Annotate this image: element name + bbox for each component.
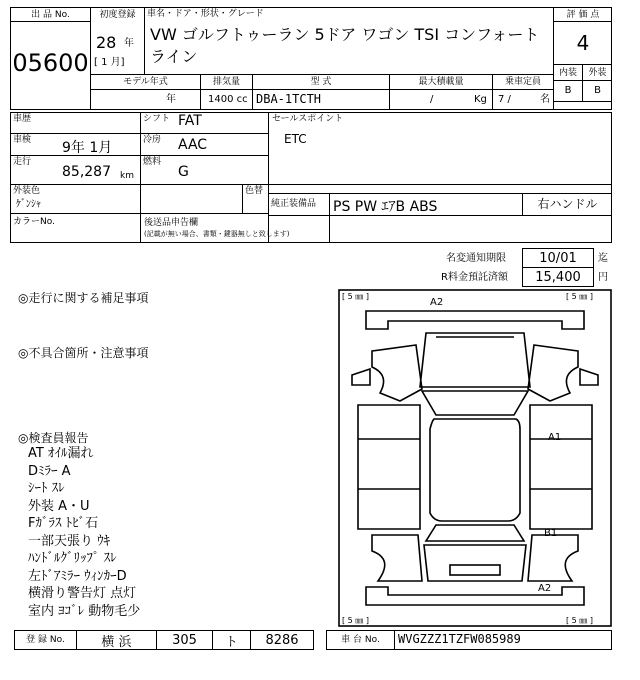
first-reg-label: 初度登録 (99, 9, 136, 20)
inspector-line: 室内 ﾖｺﾞﾚ 動物毛少 (28, 603, 141, 619)
chassis-number: WVGZZZ1TZFW085989 (398, 632, 521, 646)
name-change-label: 名変通知期限 (446, 253, 506, 264)
exterior-score: B (594, 85, 601, 96)
ac-value: AAC (178, 137, 208, 153)
inspector-line: 左ﾄﾞｱﾐﾗｰ ｳｨﾝｶｰD (28, 568, 127, 584)
inspector-line: 一部天張り ｳｷ (28, 533, 111, 549)
tire-depth-front-right: [ 5 ㎜ ] (566, 292, 593, 301)
score-label: 評 価 点 (566, 9, 600, 20)
car-outline-icon (338, 289, 612, 627)
inspector-lines (28, 445, 140, 620)
equipment-label: 純正装備品 (271, 199, 317, 209)
load-unit: Kg (474, 94, 487, 105)
first-reg-year: 28 (96, 33, 117, 52)
inspector-line: ﾊﾝﾄﾞﾙｸﾞﾘｯﾌﾟ ｽﾚ (28, 551, 117, 566)
mileage-value: 85,287 (62, 164, 111, 180)
damage-mark-front-bumper: A2 (430, 297, 444, 308)
tire-depth-front-left: [ 5 ㎜ ] (342, 292, 369, 301)
displacement-label: 排気量 (212, 77, 240, 87)
inspector-line: 外装 A・U (28, 498, 90, 514)
inspector-line: ｼｰﾄ ｽﾚ (28, 481, 65, 496)
defect-notes-title: ◎不具合箇所・注意事項 (18, 346, 149, 360)
fuel-label: 燃料 (143, 157, 162, 167)
registration-label: 登 録 No. (26, 635, 65, 645)
mileage-unit: km (120, 171, 134, 181)
inspector-line: AT ｵｲﾙ漏れ (28, 446, 94, 461)
shift-label: シフト (143, 114, 171, 124)
inspector-line: Fｶﾞﾗｽ ﾄﾋﾞ石 (28, 516, 99, 531)
model-year-unit: 年 (166, 94, 176, 105)
chassis-label: 車 台 No. (341, 635, 380, 645)
tire-depth-rear-left: [ 5 ㎜ ] (342, 616, 369, 625)
registration-class: 305 (172, 632, 197, 648)
capacity-value: 7 / (498, 94, 511, 105)
lot-number: 05600 (12, 49, 89, 77)
color-no-label: カラーNo. (13, 217, 55, 227)
model-year-label: モデル年式 (123, 77, 168, 87)
shift-value: FAT (178, 113, 202, 129)
inspection-label: 車検 (13, 135, 32, 145)
score-value: 4 (576, 31, 590, 55)
history-label: 車歴 (13, 114, 32, 124)
registration-area: 横 浜 (101, 634, 132, 650)
registration-kana: ト (224, 634, 238, 650)
name-change-value: 10/01 (522, 248, 594, 268)
displacement-value: 1400 cc (208, 94, 248, 105)
inspector-line: 横滑り警告灯 点灯 (28, 586, 137, 601)
recycle-value: 15,400 (522, 267, 594, 287)
capacity-unit: 名 (540, 94, 550, 105)
first-reg-month: [ 1 月] (94, 57, 125, 68)
interior-score: B (564, 85, 572, 96)
inspection-value: 9年 1月 (62, 140, 113, 156)
registration-number: 8286 (265, 632, 299, 648)
sales-point-value: ETC (284, 132, 307, 146)
inspector-title: ◎検査員報告 (18, 431, 89, 445)
equipment-value: PS PW ｴｱB ABS (333, 199, 438, 215)
car-name-label: 車名・ドア・形状・グレード (147, 9, 264, 19)
damage-mark-side-lower: B1 (544, 528, 558, 539)
sales-point-label: セールスポイント (272, 114, 344, 124)
damage-mark-rear-bumper: A2 (538, 583, 552, 594)
steering-value: 右ハンドル (537, 197, 598, 211)
inspector-line: Dﾐﾗｰ A (28, 463, 71, 479)
car-damage-diagram (338, 289, 612, 627)
type-value: DBA-1TCTH (256, 92, 322, 106)
name-change-unit: 迄 (598, 253, 608, 264)
aftersend-label: 後送品申告欄 (144, 218, 199, 228)
lot-label: 出 品 No. (31, 9, 70, 20)
exterior-label: 外装 (588, 67, 607, 78)
tire-depth-rear-right: [ 5 ㎜ ] (566, 616, 593, 625)
ext-color-label: 外装色 (13, 186, 41, 196)
aftersend-note: (記載が無い場合、書類・鍵器無しと致します) (144, 230, 290, 238)
recycle-label: R料金預託済額 (441, 272, 508, 283)
ext-color-value: ｹﾞﾝｼｬ (16, 199, 41, 210)
ac-label: 冷房 (143, 135, 162, 145)
damage-mark-side: A1 (548, 432, 562, 443)
interior-label: 内装 (558, 67, 577, 78)
driving-notes-title: ◎走行に関する補足事項 (18, 291, 149, 305)
car-name: VW ゴルフトゥーラン 5ドア ワゴン TSI コンフォートライン (150, 25, 540, 66)
mileage-label: 走行 (13, 157, 32, 167)
recycle-unit: 円 (598, 272, 608, 283)
load-value: / (430, 94, 434, 105)
color-change-label: 色替 (245, 186, 264, 196)
type-label: 型 式 (310, 77, 332, 87)
year-unit: 年 (124, 38, 134, 49)
load-label: 最大積載量 (418, 77, 464, 87)
fuel-value: G (178, 164, 189, 180)
capacity-label: 乗車定員 (504, 77, 541, 87)
